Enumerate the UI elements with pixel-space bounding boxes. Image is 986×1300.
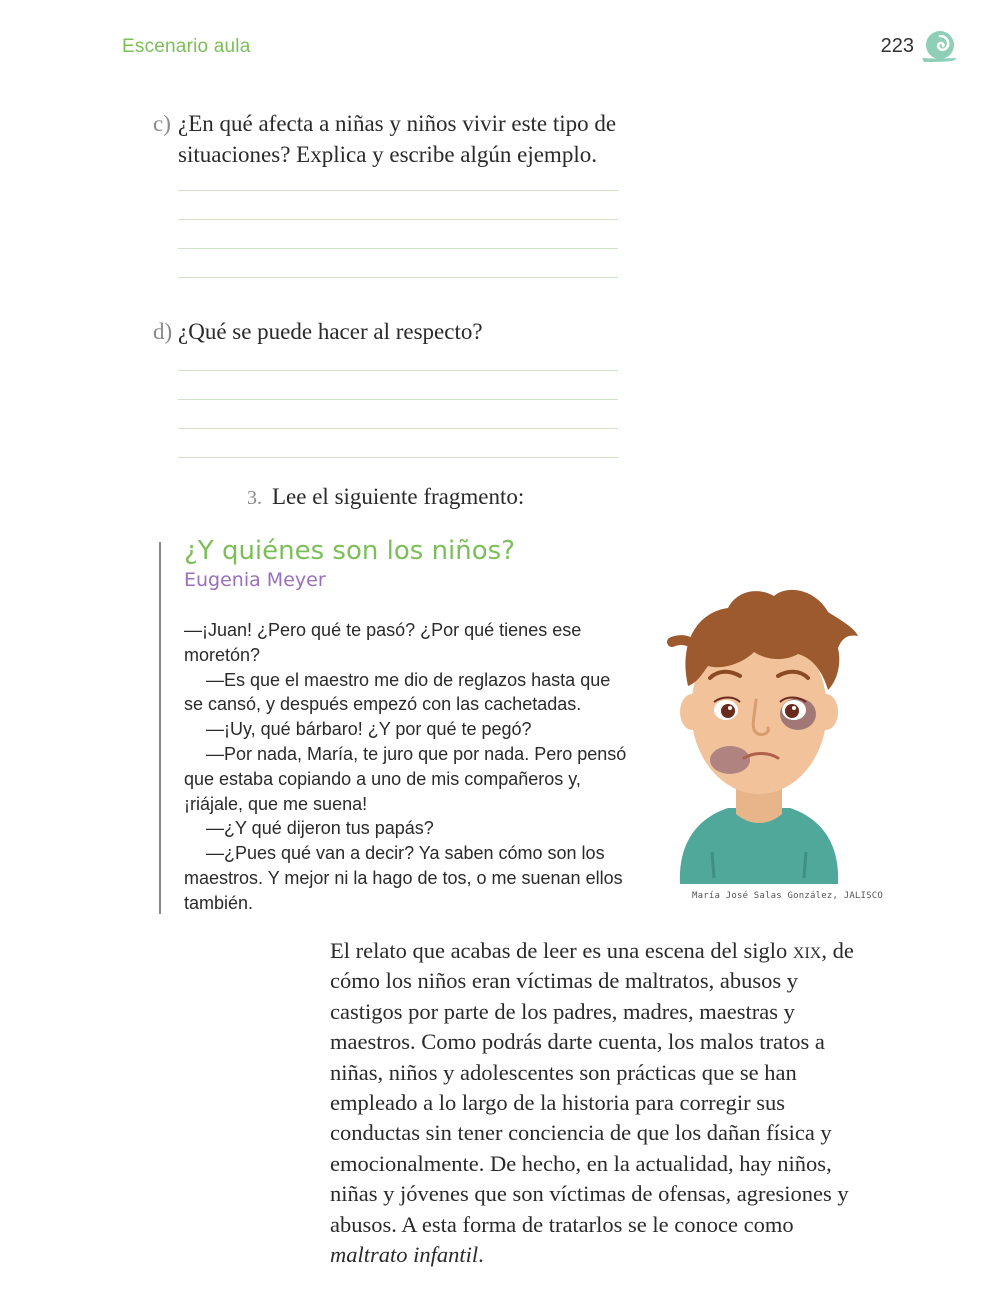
instruction-text: Lee el siguiente fragmento: xyxy=(272,484,525,509)
answer-line xyxy=(178,190,618,191)
dialogue-line: —Por nada, María, te juro que por nada. Pero pensó que estaba copiando a uno de mis compañeros y, ¡riájale, que me suena! xyxy=(184,743,627,814)
dialogue-line: —¡Uy, qué bárbaro! ¿Y por qué te pegó? xyxy=(206,719,532,740)
question-d xyxy=(153,316,628,347)
answer-line xyxy=(178,219,618,220)
italic-term: maltrato infantil xyxy=(330,1242,479,1268)
fragment-author: Eugenia Meyer xyxy=(184,569,326,591)
dialogue-line: —¿Pues qué van a decir? Ya saben cómo son los maestros. Y mejor ni la hago de tos, o me suenan ellos también. xyxy=(184,843,623,913)
question-letter: c) xyxy=(153,111,171,136)
dialogue-line: —Es que el maestro me dio de reglazos hasta que se cansó, y después empezó con las cachetadas. xyxy=(184,669,611,715)
body-ending: . xyxy=(478,1242,484,1268)
dialogue-line: —¡Juan! ¿Pero qué te pasó? ¿Por qué tienes ese moretón? xyxy=(184,620,582,665)
question-text: ¿En qué afecta a niñas y niños vivir este tipo de situaciones? Explica y escribe algún ejemplo. xyxy=(178,111,617,167)
dialogue-line: —¿Y qué dijeron tus papás? xyxy=(206,818,434,839)
body-text: , de cómo los niños eran víctimas de maltratos, abusos y castigos por parte de los padres, madres, maestras y maestros. Como podrás darte cuenta, los malos tratos a niñas, niños y adolescentes son prácticas que se han empleado a lo largo de la historia para corregir sus conductas sin tener conciencia de que los dañan física y emocionalmente. De hecho, en la actualidad, hay niños, niñas y jóvenes que son víctimas de ofensas, agresiones y abusos. A esta forma de tratarlos se le conoce como xyxy=(330,938,854,1237)
answer-lines-c[interactable] xyxy=(178,190,618,306)
sad-bruised-boy-illustration xyxy=(658,582,860,892)
answer-line xyxy=(178,399,618,400)
body-text: El relato que acabas de leer es una escena del siglo xyxy=(330,938,793,963)
question-letter: d) xyxy=(153,319,173,344)
body-paragraph xyxy=(330,936,870,1270)
fragment-title: ¿Y quiénes son los niños? xyxy=(184,536,516,566)
fragment-dialogue xyxy=(184,618,634,916)
instruction-3 xyxy=(247,484,524,510)
header-section-title: Escenario aula xyxy=(122,36,251,57)
answer-lines-d[interactable] xyxy=(178,370,618,486)
snail-icon xyxy=(920,28,958,64)
answer-line xyxy=(178,457,618,458)
century-numeral: xix xyxy=(792,938,822,963)
illustration-credit: María José Salas González, JALISCO xyxy=(692,891,884,901)
fragment-quote-bar xyxy=(159,542,161,914)
instruction-number: 3. xyxy=(247,487,262,509)
answer-line xyxy=(178,370,618,371)
question-text: ¿Qué se puede hacer al respecto? xyxy=(178,319,483,344)
answer-line xyxy=(178,428,618,429)
answer-line xyxy=(178,248,618,249)
question-c xyxy=(153,108,628,170)
page-number: 223 xyxy=(880,35,914,57)
answer-line xyxy=(178,277,618,278)
